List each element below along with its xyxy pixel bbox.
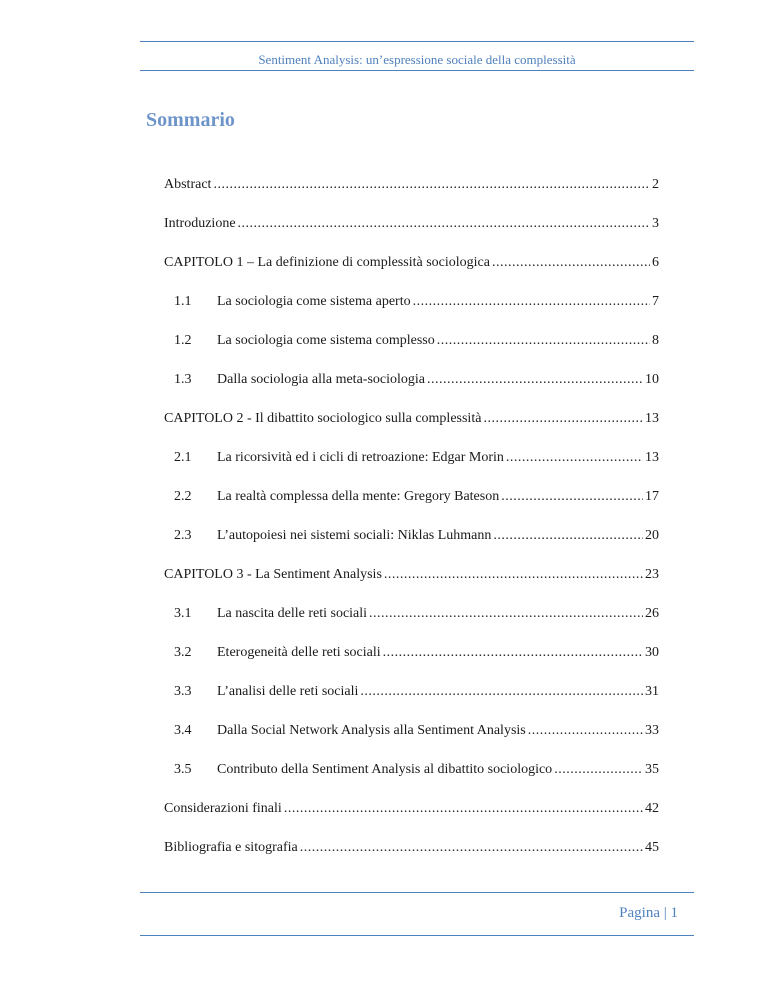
toc-label: CAPITOLO 2 - Il dibattito sociologico sulla complessità: [164, 411, 482, 426]
toc-entry-capitolo-3[interactable]: [164, 566, 659, 584]
toc-label: Considerazioni finali: [164, 801, 282, 816]
toc-section-number: 2.1: [174, 450, 192, 465]
toc-entry-3-1[interactable]: [174, 605, 659, 623]
toc-page: 17: [645, 489, 659, 504]
toc-leader: [493, 527, 643, 545]
toc-entry-capitolo-2[interactable]: [164, 410, 659, 428]
toc-entry-2-3[interactable]: [174, 527, 659, 545]
toc-label: La ricorsività ed i cicli di retroazione: Edgar Morin: [217, 450, 504, 465]
toc-leader: [284, 800, 643, 818]
toc-section-number: 1.3: [174, 372, 192, 387]
toc-leader: [492, 254, 650, 272]
toc-leader: [213, 176, 650, 194]
toc-leader: [360, 683, 643, 701]
toc-leader: [413, 293, 650, 311]
toc-leader: [384, 566, 643, 584]
toc-page: 30: [645, 645, 659, 660]
toc-page: 13: [645, 411, 659, 426]
toc-entry-1-2[interactable]: [174, 332, 659, 350]
header-bottom-rule: [140, 70, 694, 71]
toc-leader: [506, 449, 643, 467]
toc-page: 31: [645, 684, 659, 699]
toc-leader: [554, 761, 643, 779]
toc-page: 20: [645, 528, 659, 543]
toc-label: La realtà complessa della mente: Gregory Bateson: [217, 489, 500, 504]
toc-section-number: 1.2: [174, 333, 192, 348]
toc-label: Dalla Social Network Analysis alla Sentiment Analysis: [217, 723, 526, 738]
toc-section-number: 2.3: [174, 528, 192, 543]
toc-entry-3-5[interactable]: [174, 761, 659, 779]
toc-entry-3-4[interactable]: [174, 722, 659, 740]
toc-entry-introduzione[interactable]: [164, 215, 659, 233]
page-number: Pagina | 1: [619, 905, 678, 921]
toc-page: 10: [645, 372, 659, 387]
toc-leader: [369, 605, 643, 623]
toc-entry-2-1[interactable]: [174, 449, 659, 467]
toc-leader: [501, 488, 643, 506]
toc-label: L’autopoiesi nei sistemi sociali: Niklas Luhmann: [217, 528, 492, 543]
toc-entry-abstract[interactable]: [164, 176, 659, 194]
toc-entry-3-3[interactable]: [174, 683, 659, 701]
toc-page: 33: [645, 723, 659, 738]
toc-section-number: 3.3: [174, 684, 192, 699]
footer-bottom-rule: [140, 935, 694, 936]
header-top-rule: [140, 41, 694, 42]
toc-page: 13: [645, 450, 659, 465]
toc-leader: [300, 839, 643, 857]
toc-page: 23: [645, 567, 659, 582]
toc-page: 26: [645, 606, 659, 621]
footer-top-rule: [140, 892, 694, 893]
toc-label: L’analisi delle reti sociali: [217, 684, 359, 699]
toc-label: CAPITOLO 1 – La definizione di complessità sociologica: [164, 255, 490, 270]
toc-label: Eterogeneità delle reti sociali: [217, 645, 381, 660]
toc-leader: [483, 410, 643, 428]
toc-leader: [437, 332, 650, 350]
toc-section-number: 3.2: [174, 645, 192, 660]
toc-label: La sociologia come sistema aperto: [217, 294, 411, 309]
toc-entry-capitolo-1[interactable]: [164, 254, 659, 272]
toc-section-number: 3.5: [174, 762, 192, 777]
toc-section-number: 1.1: [174, 294, 192, 309]
toc-section-number: 3.4: [174, 723, 192, 738]
toc-label: La nascita delle reti sociali: [217, 606, 368, 621]
toc-label: Dalla sociologia alla meta-sociologia: [217, 372, 425, 387]
toc-label: Contributo della Sentiment Analysis al dibattito sociologico: [217, 762, 553, 777]
toc-entry-3-2[interactable]: [174, 644, 659, 662]
toc-page: 35: [645, 762, 659, 777]
toc-page: 2: [652, 177, 659, 192]
toc-section-number: 3.1: [174, 606, 192, 621]
toc-label: La sociologia come sistema complesso: [217, 333, 435, 348]
toc-leader: [238, 215, 650, 233]
toc-label: Abstract: [164, 177, 212, 192]
toc-leader: [383, 644, 643, 662]
toc-page: 42: [645, 801, 659, 816]
toc-page: 3: [652, 216, 659, 231]
toc-entry-1-3[interactable]: [174, 371, 659, 389]
toc-leader: [528, 722, 643, 740]
toc-label: CAPITOLO 3 - La Sentiment Analysis: [164, 567, 382, 582]
toc-label: Introduzione: [164, 216, 236, 231]
running-header: Sentiment Analysis: un’espressione sociale della complessità: [258, 52, 576, 67]
toc-entry-bibliografia[interactable]: [164, 839, 659, 857]
toc-label: Bibliografia e sitografia: [164, 840, 298, 855]
toc-page: 45: [645, 840, 659, 855]
toc-entry-1-1[interactable]: [174, 293, 659, 311]
toc-leader: [427, 371, 643, 389]
toc-page: 8: [652, 333, 659, 348]
toc-entry-2-2[interactable]: [174, 488, 659, 506]
toc-entry-considerazioni-finali[interactable]: [164, 800, 659, 818]
toc-section-number: 2.2: [174, 489, 192, 504]
toc-page: 6: [652, 255, 659, 270]
toc-page: 7: [652, 294, 659, 309]
page-title: Sommario: [146, 109, 235, 131]
